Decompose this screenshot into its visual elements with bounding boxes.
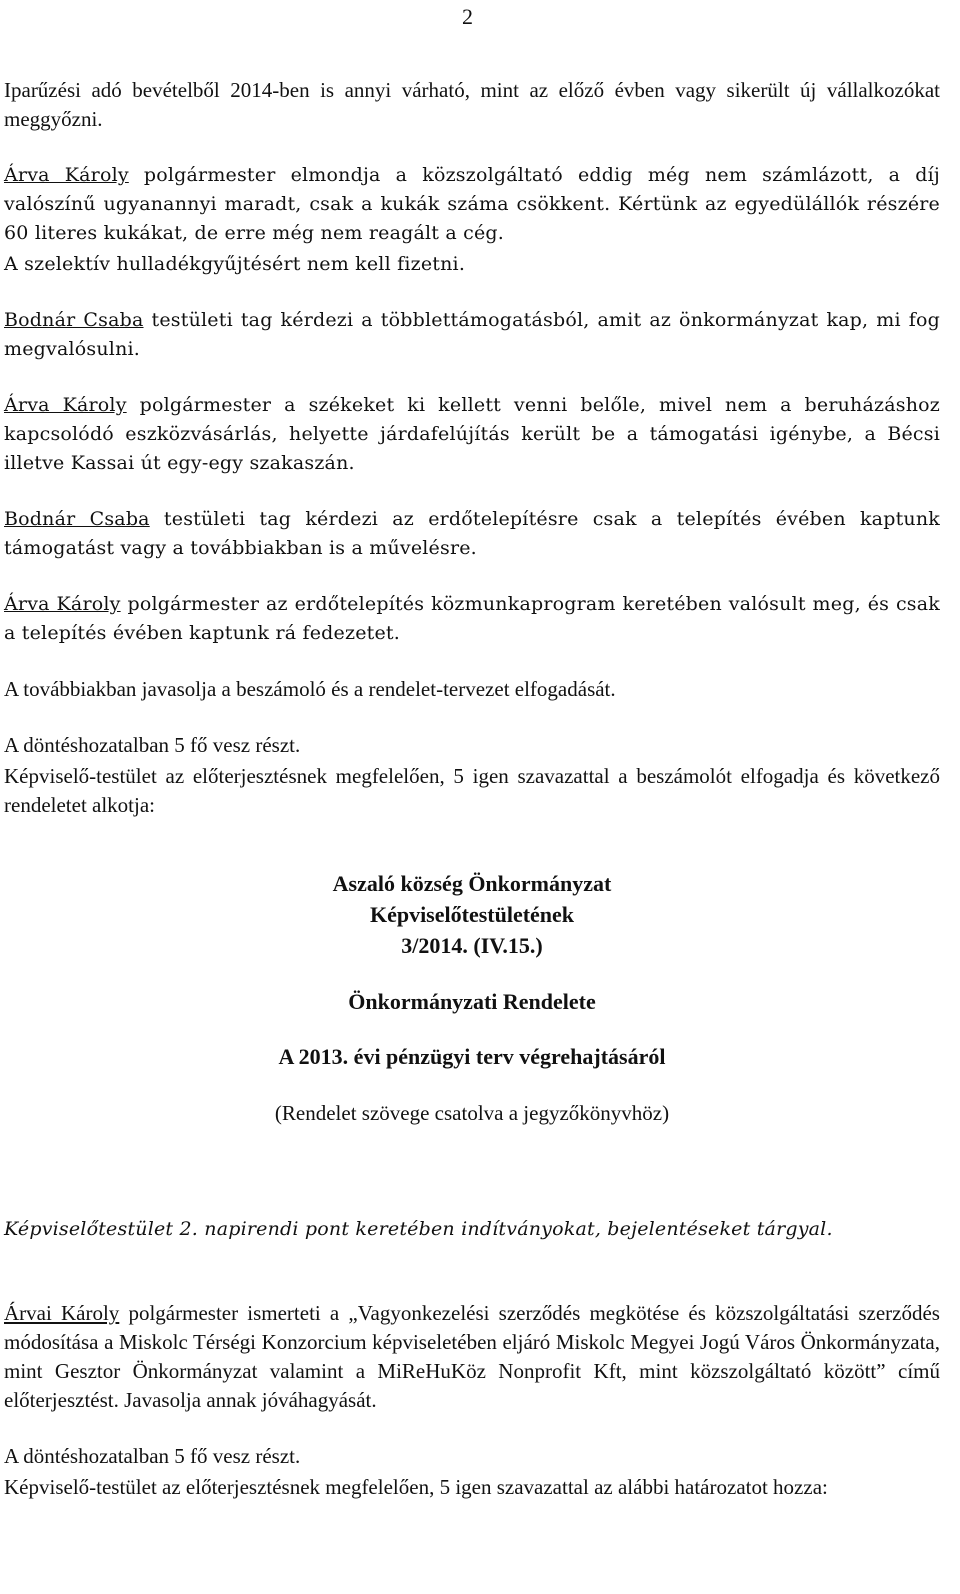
document-body xyxy=(4,76,940,1502)
paragraph-javaslat: A továbbiakban javasolja a beszámoló és a rendelet-tervezet elfogadását. xyxy=(4,677,616,701)
decree-topic: A 2013. évi pénzügyi terv végrehajtásáról xyxy=(278,1044,666,1069)
paragraph-kozszolgaltato xyxy=(4,161,940,248)
paragraph-iparuzesi-ado: Iparűzési adó bevételből 2014-ben is annyi várható, mint az előző évben vagy sikerült új vállalkozókat meggyőzni. xyxy=(4,78,940,131)
paragraph-erdotelepites-valasz xyxy=(4,590,940,648)
speaker-name: Árva Károly xyxy=(4,593,121,615)
paragraph-text: testületi tag kérdezi a többlettámogatásból, amit az önkormányzat kap, mi fog megvalósulni. xyxy=(4,309,940,360)
paragraph-text: testületi tag kérdezi az erdőtelepítésre csak a telepítés évében kaptunk támogatást vagy a továbbiakban is a művelésre. xyxy=(4,508,940,559)
paragraph-szavazas: Képviselő-testület az előterjesztésnek megfelelően, 5 igen szavazattal a beszámolót elfogadja és következő rendeletet alkotja: xyxy=(4,764,940,817)
paragraph-text: polgármester a székeket ki kellett venni belőle, mivel nem a beruházáshoz kapcsolódó eszközvásárlás, helyette járdafelújítás került be a támogatási igénybe, a Bécsi illetve Kassai út egy-egy szakaszán. xyxy=(4,394,940,474)
decree-type: Önkormányzati Rendelete xyxy=(348,989,596,1014)
decree-issuer: Aszaló község Önkormányzat xyxy=(332,871,612,896)
paragraph-tobblettamogatas xyxy=(4,306,940,364)
paragraph-hatarozat: Képviselő-testület az előterjesztésnek megfelelően, 5 igen szavazattal az alábbi határozatot hozza: xyxy=(4,1475,828,1499)
decree-body: Képviselőtestületének xyxy=(369,902,575,927)
paragraph-dontes-letszam-2: A döntéshozatalban 5 fő vesz részt. xyxy=(4,1444,301,1468)
paragraph-szekek xyxy=(4,391,940,478)
decree-note: (Rendelet szövege csatolva a jegyzőkönyvhöz) xyxy=(274,1101,670,1125)
speaker-name: Bodnár Csaba xyxy=(4,309,144,331)
decree-heading xyxy=(4,868,940,1128)
paragraph-text: polgármester az erdőtelepítés közmunkaprogram keretében valósult meg, és csak a telepítés évében kaptunk rá fedezetet. xyxy=(4,593,941,644)
paragraph-text: polgármester ismerteti a „Vagyonkezelési szerződés megkötése és közszolgáltatási szerződés módosítása a Miskolc Térségi Konzorcium képviseletében eljáró Miskolc Megyei Jogú Város Önkormányzata, mint Gesztor Önkormányzat valamint a MiReHuKöz Nonprofit Kft, mint közszolgáltató között” című előterjesztést. Javasolja annak jóváhagyását. xyxy=(4,1301,940,1412)
speaker-name: Árva Károly xyxy=(4,164,129,186)
paragraph-dontes-letszam: A döntéshozatalban 5 fő vesz részt. xyxy=(4,733,301,757)
speaker-name: Árvai Károly xyxy=(4,1301,120,1325)
paragraph-text: polgármester elmondja a közszolgáltató eddig még nem számlázott, a díj valószínű ugyanannyi maradt, csak a kukák száma csökkent. Kértünk az egyedülállók részére 60 literes kukákat, de erre még nem reagált a cég. xyxy=(4,164,940,244)
speaker-name: Bodnár Csaba xyxy=(4,508,150,530)
agenda-item: Képviselőtestület 2. napirendi pont keretében indítványokat, bejelentéseket tárgyal. xyxy=(4,1218,833,1240)
page-number: 2 xyxy=(462,4,473,29)
paragraph-vagyonkezelesi xyxy=(4,1299,940,1415)
paragraph-erdotelepites-kerdes xyxy=(4,505,940,563)
paragraph-szelektiv: A szelektív hulladékgyűjtésért nem kell fizetni. xyxy=(4,253,466,275)
decree-number: 3/2014. (IV.15.) xyxy=(401,933,543,958)
speaker-name: Árva Károly xyxy=(4,394,127,416)
